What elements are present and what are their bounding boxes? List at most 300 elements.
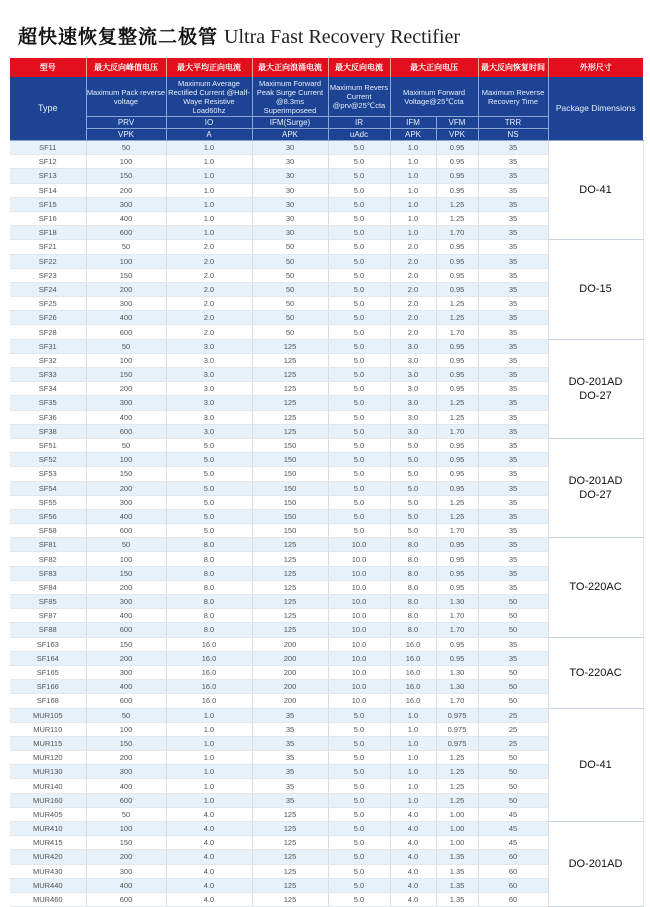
cell-value: 200 — [252, 680, 328, 694]
cell-value: 1.25 — [436, 495, 478, 509]
cell-value: 16.0 — [390, 680, 436, 694]
cell-value: 8.0 — [390, 538, 436, 552]
cell-value: 3.0 — [166, 396, 252, 410]
cell-type: SF26 — [10, 311, 86, 325]
cell-type: SF54 — [10, 481, 86, 495]
cell-value: 10.0 — [328, 538, 390, 552]
cell-value: 4.0 — [390, 864, 436, 878]
cell-value: 10.0 — [328, 665, 390, 679]
cell-value: 4.0 — [390, 878, 436, 892]
cell-type: SF31 — [10, 339, 86, 353]
cell-value: 1.25 — [436, 793, 478, 807]
cell-value: 0.95 — [436, 339, 478, 353]
cell-value: 3.0 — [390, 368, 436, 382]
cell-value: 50 — [478, 665, 548, 679]
cell-value: 125 — [252, 807, 328, 821]
cell-value: 3.0 — [166, 424, 252, 438]
cell-value: 0.95 — [436, 538, 478, 552]
cell-value: 150 — [252, 467, 328, 481]
cell-value: 150 — [86, 736, 166, 750]
cell-package: DO-201AD DO-27 — [548, 339, 643, 438]
cell-value: 10.0 — [328, 566, 390, 580]
cell-value: 35 — [252, 736, 328, 750]
cell-value: 30 — [252, 169, 328, 183]
cell-value: 5.0 — [328, 282, 390, 296]
table-row — [10, 637, 643, 651]
cell-value: 150 — [86, 836, 166, 850]
cell-package: DO-201AD — [548, 822, 643, 907]
cell-value: 2.0 — [166, 282, 252, 296]
cell-value: 1.0 — [390, 211, 436, 225]
cell-value: 50 — [478, 609, 548, 623]
cell-value: 35 — [478, 240, 548, 254]
cell-type: SF12 — [10, 155, 86, 169]
cell-value: 16.0 — [390, 665, 436, 679]
header-symbol: IFM(Surge) — [252, 117, 328, 129]
cell-value: 10.0 — [328, 595, 390, 609]
cell-value: 3.0 — [166, 368, 252, 382]
cell-value: 10.0 — [328, 651, 390, 665]
cell-value: 35 — [478, 197, 548, 211]
cell-value: 1.0 — [166, 141, 252, 155]
cell-type: SF166 — [10, 680, 86, 694]
cell-value: 35 — [252, 722, 328, 736]
cell-value: 1.0 — [390, 736, 436, 750]
cell-type: SF21 — [10, 240, 86, 254]
cell-value: 35 — [252, 751, 328, 765]
cell-value: 16.0 — [166, 665, 252, 679]
cell-value: 0.95 — [436, 552, 478, 566]
cell-value: 125 — [252, 396, 328, 410]
cell-value: 200 — [252, 665, 328, 679]
header-cn-io: 最大平均正向电流 — [166, 58, 252, 77]
cell-value: 125 — [252, 353, 328, 367]
cell-value: 1.0 — [166, 226, 252, 240]
cell-value: 35 — [478, 481, 548, 495]
cell-value: 4.0 — [390, 836, 436, 850]
cell-value: 1.0 — [166, 765, 252, 779]
cell-value: 50 — [86, 339, 166, 353]
cell-value: 50 — [86, 708, 166, 722]
cell-value: 1.35 — [436, 864, 478, 878]
cell-value: 4.0 — [166, 892, 252, 906]
cell-value: 8.0 — [390, 609, 436, 623]
cell-package: TO-220AC — [548, 637, 643, 708]
cell-value: 5.0 — [328, 892, 390, 906]
cell-type: SF35 — [10, 396, 86, 410]
cell-value: 5.0 — [328, 524, 390, 538]
cell-value: 16.0 — [166, 680, 252, 694]
cell-value: 30 — [252, 197, 328, 211]
header-unit: APK — [390, 129, 436, 141]
cell-value: 2.0 — [390, 268, 436, 282]
cell-value: 400 — [86, 878, 166, 892]
cell-value: 100 — [86, 254, 166, 268]
cell-value: 5.0 — [166, 524, 252, 538]
cell-value: 3.0 — [166, 353, 252, 367]
cell-value: 400 — [86, 211, 166, 225]
cell-value: 60 — [478, 850, 548, 864]
cell-type: SF164 — [10, 651, 86, 665]
cell-value: 1.0 — [390, 169, 436, 183]
cell-value: 0.95 — [436, 240, 478, 254]
cell-value: 0.95 — [436, 453, 478, 467]
cell-type: MUR140 — [10, 779, 86, 793]
cell-value: 0.975 — [436, 736, 478, 750]
cell-value: 1.0 — [390, 226, 436, 240]
cell-value: 35 — [478, 226, 548, 240]
cell-value: 60 — [478, 878, 548, 892]
cell-value: 8.0 — [166, 552, 252, 566]
cell-value: 35 — [478, 368, 548, 382]
cell-value: 3.0 — [390, 353, 436, 367]
cell-value: 1.35 — [436, 892, 478, 906]
cell-value: 200 — [86, 282, 166, 296]
cell-type: SF23 — [10, 268, 86, 282]
cell-value: 4.0 — [390, 850, 436, 864]
cell-type: SF16 — [10, 211, 86, 225]
cell-value: 5.0 — [328, 197, 390, 211]
cell-value: 5.0 — [328, 708, 390, 722]
header-desc-prv: Maximum Pack reverse voltage — [86, 77, 166, 117]
cell-value: 5.0 — [328, 453, 390, 467]
cell-value: 35 — [478, 155, 548, 169]
cell-value: 50 — [478, 765, 548, 779]
cell-value: 4.0 — [166, 807, 252, 821]
cell-value: 150 — [86, 566, 166, 580]
cell-value: 100 — [86, 155, 166, 169]
cell-value: 1.0 — [390, 141, 436, 155]
cell-value: 45 — [478, 822, 548, 836]
cell-value: 300 — [86, 197, 166, 211]
cell-value: 45 — [478, 807, 548, 821]
cell-value: 50 — [252, 311, 328, 325]
cell-value: 50 — [478, 694, 548, 708]
cell-value: 150 — [252, 481, 328, 495]
cell-value: 3.0 — [390, 410, 436, 424]
table-body — [10, 141, 643, 907]
cell-value: 5.0 — [328, 836, 390, 850]
cell-value: 50 — [252, 268, 328, 282]
cell-package: DO-15 — [548, 240, 643, 339]
header-row-description — [10, 77, 643, 117]
cell-value: 5.0 — [328, 751, 390, 765]
header-unit: APK — [252, 129, 328, 141]
cell-value: 125 — [252, 864, 328, 878]
cell-type: SF52 — [10, 453, 86, 467]
cell-value: 5.0 — [390, 495, 436, 509]
cell-value: 3.0 — [390, 339, 436, 353]
cell-value: 5.0 — [328, 382, 390, 396]
cell-value: 2.0 — [390, 297, 436, 311]
cell-value: 50 — [478, 680, 548, 694]
cell-value: 8.0 — [390, 566, 436, 580]
cell-value: 1.0 — [390, 765, 436, 779]
cell-value: 125 — [252, 538, 328, 552]
cell-value: 1.0 — [166, 722, 252, 736]
cell-value: 0.95 — [436, 580, 478, 594]
cell-value: 35 — [478, 211, 548, 225]
cell-type: SF163 — [10, 637, 86, 651]
cell-value: 5.0 — [390, 467, 436, 481]
cell-type: SF25 — [10, 297, 86, 311]
cell-value: 300 — [86, 396, 166, 410]
cell-value: 300 — [86, 765, 166, 779]
cell-value: 1.0 — [166, 793, 252, 807]
cell-value: 5.0 — [328, 353, 390, 367]
cell-value: 35 — [478, 438, 548, 452]
cell-value: 200 — [86, 382, 166, 396]
cell-value: 5.0 — [328, 297, 390, 311]
cell-value: 150 — [252, 509, 328, 523]
cell-value: 200 — [86, 751, 166, 765]
cell-type: SF15 — [10, 197, 86, 211]
cell-value: 400 — [86, 311, 166, 325]
cell-value: 150 — [86, 169, 166, 183]
cell-value: 5.0 — [390, 524, 436, 538]
cell-value: 35 — [478, 552, 548, 566]
cell-value: 50 — [252, 282, 328, 296]
cell-value: 25 — [478, 722, 548, 736]
cell-value: 200 — [86, 183, 166, 197]
cell-value: 0.95 — [436, 141, 478, 155]
cell-value: 3.0 — [166, 339, 252, 353]
cell-value: 35 — [478, 141, 548, 155]
cell-value: 35 — [478, 538, 548, 552]
table-row — [10, 438, 643, 452]
cell-value: 4.0 — [166, 878, 252, 892]
cell-value: 8.0 — [166, 566, 252, 580]
cell-value: 5.0 — [328, 850, 390, 864]
cell-value: 50 — [86, 438, 166, 452]
cell-type: SF14 — [10, 183, 86, 197]
header-cn-package: 外形尺寸 — [548, 58, 643, 77]
cell-value: 5.0 — [328, 438, 390, 452]
cell-value: 125 — [252, 623, 328, 637]
cell-type: SF33 — [10, 368, 86, 382]
cell-value: 0.95 — [436, 481, 478, 495]
cell-value: 2.0 — [166, 268, 252, 282]
cell-type: SF53 — [10, 467, 86, 481]
cell-value: 1.0 — [390, 155, 436, 169]
cell-value: 1.35 — [436, 878, 478, 892]
cell-type: MUR105 — [10, 708, 86, 722]
cell-value: 2.0 — [166, 297, 252, 311]
cell-value: 5.0 — [328, 878, 390, 892]
cell-value: 10.0 — [328, 580, 390, 594]
cell-value: 400 — [86, 609, 166, 623]
cell-value: 125 — [252, 566, 328, 580]
cell-value: 5.0 — [328, 226, 390, 240]
table-row — [10, 339, 643, 353]
cell-value: 35 — [478, 268, 548, 282]
cell-value: 4.0 — [390, 807, 436, 821]
cell-value: 200 — [252, 651, 328, 665]
cell-type: MUR120 — [10, 751, 86, 765]
spec-table — [10, 58, 644, 907]
cell-value: 0.95 — [436, 282, 478, 296]
cell-type: MUR160 — [10, 793, 86, 807]
cell-value: 35 — [478, 424, 548, 438]
cell-value: 200 — [86, 580, 166, 594]
table-row — [10, 240, 643, 254]
cell-value: 35 — [252, 708, 328, 722]
cell-value: 1.25 — [436, 509, 478, 523]
cell-value: 16.0 — [390, 637, 436, 651]
cell-value: 50 — [252, 254, 328, 268]
cell-value: 4.0 — [166, 822, 252, 836]
cell-value: 10.0 — [328, 609, 390, 623]
cell-value: 1.25 — [436, 396, 478, 410]
cell-value: 16.0 — [390, 694, 436, 708]
cell-value: 1.25 — [436, 410, 478, 424]
cell-type: SF82 — [10, 552, 86, 566]
cell-value: 125 — [252, 609, 328, 623]
cell-value: 300 — [86, 864, 166, 878]
cell-value: 10.0 — [328, 637, 390, 651]
cell-value: 50 — [86, 240, 166, 254]
cell-value: 5.0 — [328, 736, 390, 750]
cell-value: 1.0 — [390, 722, 436, 736]
cell-value: 5.0 — [166, 481, 252, 495]
cell-value: 150 — [86, 368, 166, 382]
cell-type: SF83 — [10, 566, 86, 580]
cell-value: 60 — [478, 892, 548, 906]
cell-value: 0.95 — [436, 169, 478, 183]
cell-value: 8.0 — [166, 538, 252, 552]
cell-value: 5.0 — [328, 339, 390, 353]
cell-value: 300 — [86, 665, 166, 679]
cell-value: 50 — [252, 240, 328, 254]
header-unit: NS — [478, 129, 548, 141]
cell-value: 5.0 — [328, 864, 390, 878]
cell-value: 1.70 — [436, 609, 478, 623]
cell-type: MUR430 — [10, 864, 86, 878]
cell-type: SF13 — [10, 169, 86, 183]
cell-value: 0.975 — [436, 722, 478, 736]
cell-value: 25 — [478, 708, 548, 722]
cell-type: MUR460 — [10, 892, 86, 906]
title-english: Ultra Fast Recovery Rectifier — [224, 26, 461, 48]
cell-value: 5.0 — [328, 793, 390, 807]
cell-value: 8.0 — [390, 623, 436, 637]
cell-value: 100 — [86, 552, 166, 566]
header-unit: VPK — [436, 129, 478, 141]
cell-value: 35 — [478, 651, 548, 665]
cell-value: 60 — [478, 864, 548, 878]
cell-value: 2.0 — [166, 254, 252, 268]
cell-package: DO-41 — [548, 708, 643, 822]
cell-value: 25 — [478, 736, 548, 750]
cell-value: 5.0 — [390, 481, 436, 495]
cell-value: 1.0 — [390, 793, 436, 807]
cell-value: 2.0 — [390, 254, 436, 268]
cell-value: 1.0 — [166, 779, 252, 793]
cell-value: 4.0 — [166, 836, 252, 850]
cell-value: 0.95 — [436, 183, 478, 197]
cell-value: 30 — [252, 141, 328, 155]
cell-value: 5.0 — [328, 268, 390, 282]
header-desc-trr: Maximum Reverse Recovery Time — [478, 77, 548, 117]
cell-value: 5.0 — [328, 481, 390, 495]
cell-value: 5.0 — [390, 438, 436, 452]
cell-value: 600 — [86, 524, 166, 538]
cell-value: 150 — [252, 495, 328, 509]
cell-value: 10.0 — [328, 623, 390, 637]
cell-type: SF58 — [10, 524, 86, 538]
cell-value: 200 — [252, 637, 328, 651]
cell-value: 8.0 — [166, 580, 252, 594]
cell-value: 125 — [252, 595, 328, 609]
cell-value: 5.0 — [328, 240, 390, 254]
header-desc-ifsm: Maximum Forward Peak Surge Current @8.3ms Superimposeed — [252, 77, 328, 117]
cell-value: 5.0 — [328, 155, 390, 169]
cell-value: 5.0 — [328, 779, 390, 793]
cell-value: 125 — [252, 878, 328, 892]
cell-type: SF87 — [10, 609, 86, 623]
header-desc-io: Maximum Average Rectified Current @Half-Waye Resistive Load60hz — [166, 77, 252, 117]
cell-value: 2.0 — [166, 325, 252, 339]
header-symbol: PRV — [86, 117, 166, 129]
cell-value: 600 — [86, 325, 166, 339]
cell-value: 1.00 — [436, 836, 478, 850]
cell-value: 2.0 — [390, 311, 436, 325]
cell-value: 5.0 — [328, 368, 390, 382]
cell-package: DO-41 — [548, 141, 643, 240]
cell-value: 35 — [478, 311, 548, 325]
table-row — [10, 141, 643, 155]
cell-value: 50 — [252, 325, 328, 339]
cell-value: 600 — [86, 226, 166, 240]
cell-value: 8.0 — [166, 595, 252, 609]
cell-value: 125 — [252, 580, 328, 594]
cell-type: SF22 — [10, 254, 86, 268]
cell-type: SF38 — [10, 424, 86, 438]
cell-value: 5.0 — [328, 722, 390, 736]
cell-value: 1.0 — [166, 197, 252, 211]
header-desc-ir: Maximum Revers Current @prv@25℃cta — [328, 77, 390, 117]
cell-value: 5.0 — [328, 424, 390, 438]
cell-value: 125 — [252, 410, 328, 424]
cell-value: 5.0 — [328, 141, 390, 155]
header-type: Type — [10, 77, 86, 141]
cell-type: MUR130 — [10, 765, 86, 779]
table-row — [10, 822, 643, 836]
header-cn-type: 型号 — [10, 58, 86, 77]
cell-value: 0.95 — [436, 651, 478, 665]
cell-value: 5.0 — [166, 467, 252, 481]
header-symbol: TRR — [478, 117, 548, 129]
cell-value: 1.70 — [436, 226, 478, 240]
header-unit: A — [166, 129, 252, 141]
header-cn-prv: 最大反向峰值电压 — [86, 58, 166, 77]
cell-value: 1.0 — [390, 197, 436, 211]
cell-value: 4.0 — [166, 850, 252, 864]
cell-value: 0.95 — [436, 368, 478, 382]
cell-value: 50 — [478, 623, 548, 637]
cell-type: MUR415 — [10, 836, 86, 850]
cell-value: 10.0 — [328, 552, 390, 566]
cell-value: 35 — [478, 566, 548, 580]
cell-value: 4.0 — [166, 864, 252, 878]
cell-value: 400 — [86, 410, 166, 424]
cell-value: 5.0 — [328, 410, 390, 424]
cell-value: 35 — [478, 637, 548, 651]
cell-value: 35 — [478, 495, 548, 509]
cell-value: 2.0 — [390, 282, 436, 296]
cell-value: 5.0 — [328, 765, 390, 779]
cell-value: 200 — [86, 481, 166, 495]
